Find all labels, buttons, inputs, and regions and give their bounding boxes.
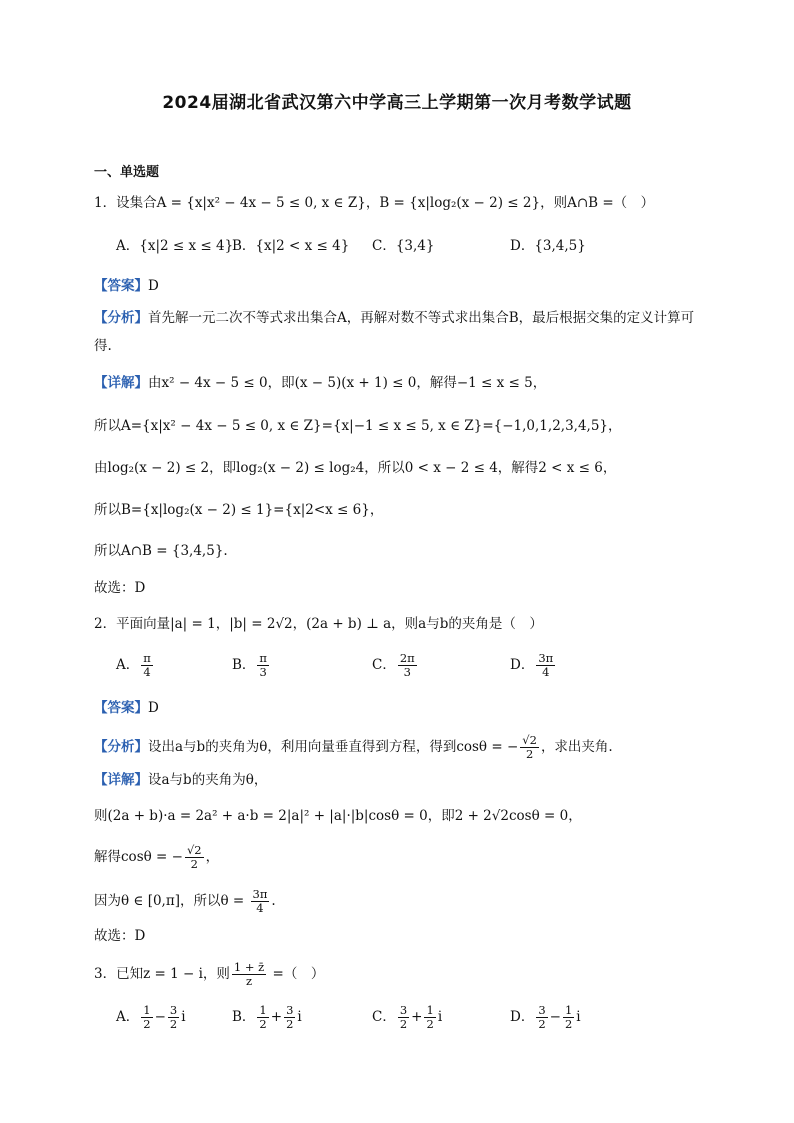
- denominator: 2: [169, 1017, 178, 1031]
- analysis-text: 首先解一元二次不等式求出集合A，再解对数不等式求出集合B，最后根据交集的定义计算可得.: [94, 310, 695, 354]
- q2-analysis: [94, 734, 700, 761]
- q2-option-d: [510, 652, 557, 679]
- numerator: π: [143, 651, 151, 665]
- numerator: 3: [538, 1003, 546, 1017]
- detail-tag: 【详解】: [94, 375, 148, 391]
- denominator: 2: [190, 857, 198, 871]
- detail-text: 设a与b的夹角为θ，: [148, 772, 268, 788]
- fraction-imag: [168, 1004, 179, 1031]
- option-letter: C．: [372, 1009, 396, 1025]
- q3-option-d: [510, 1004, 581, 1031]
- imaginary-unit: i: [437, 1009, 443, 1025]
- fraction-imag: [284, 1004, 295, 1031]
- question-1-stem: 1．设集合A = {x|x² − 4x − 5 ≤ 0, x ∈ Z}，B = {x|log₂(x − 2) ≤ 2}，则A∩B =（ ）: [94, 195, 655, 211]
- option-letter: D．: [510, 1009, 535, 1025]
- numerator: π: [259, 651, 267, 665]
- imaginary-unit: i: [297, 1009, 302, 1025]
- q3-option-b: [232, 1004, 302, 1031]
- numerator: 1: [564, 1003, 573, 1017]
- imaginary-unit: i: [576, 1009, 581, 1025]
- q2-conclusion: 故选：D: [94, 928, 146, 944]
- numerator: 2π: [399, 651, 415, 665]
- detail-tag: 【详解】: [94, 772, 148, 788]
- answer-tag: 【答案】: [94, 278, 148, 294]
- answer-value: D: [148, 278, 159, 294]
- fraction-imag: [424, 1004, 435, 1031]
- detail-text: 因为θ ∈ [0,π]，所以θ =: [94, 893, 249, 909]
- denominator: 2: [564, 1017, 573, 1031]
- numerator: √2: [522, 733, 537, 747]
- detail-fraction: [185, 844, 204, 871]
- answer-tag: 【答案】: [94, 700, 148, 716]
- denominator: 3: [259, 665, 267, 679]
- q3-option-a: [116, 1004, 186, 1031]
- denominator: 2: [525, 747, 534, 761]
- option-fraction: [141, 652, 153, 679]
- option-fraction: [257, 652, 269, 679]
- denominator: 2: [399, 1017, 408, 1031]
- question-2-stem: 2．平面向量|a| = 1，|b| = 2√2，(2a + b) ⊥ a，则a与b的夹角是（ ）: [94, 616, 543, 632]
- denominator: z: [246, 974, 253, 988]
- denominator: 4: [143, 665, 151, 679]
- numerator: 3π: [252, 887, 268, 901]
- denominator: 2: [538, 1017, 546, 1031]
- q2-answer: [94, 698, 700, 718]
- operator: −: [549, 1009, 561, 1025]
- analysis-tag: 【分析】: [94, 310, 148, 326]
- option-fraction: [398, 652, 417, 679]
- denominator: 3: [403, 665, 411, 679]
- operator: −: [154, 1009, 166, 1025]
- stem-text: 3．已知z = 1 − i，则: [94, 966, 230, 982]
- numerator: 1: [143, 1003, 151, 1017]
- detail-fraction: [251, 888, 270, 915]
- q1-option-d: D．{3,4,5}: [510, 238, 586, 254]
- option-fraction: [536, 652, 555, 679]
- operator: +: [270, 1009, 283, 1025]
- denominator: 2: [426, 1017, 434, 1031]
- analysis-text-end: ，求出夹角.: [540, 739, 613, 755]
- q1-option-c: C．{3,4}: [372, 238, 435, 254]
- fraction-imag: [563, 1004, 574, 1031]
- q2-option-a: [116, 652, 155, 679]
- stem-text-end: =（ ）: [268, 966, 325, 982]
- q3-option-c: [372, 1004, 442, 1031]
- page-title: 2024届湖北省武汉第六中学高三上学期第一次月考数学试题: [162, 93, 632, 113]
- option-letter: B．: [232, 657, 256, 673]
- denominator: 2: [259, 1017, 267, 1031]
- option-letter: D．: [510, 657, 535, 673]
- imaginary-unit: i: [181, 1009, 186, 1025]
- q2-option-c: [372, 652, 419, 679]
- operator: +: [411, 1009, 423, 1025]
- numerator: 3: [286, 1003, 294, 1017]
- denominator: 4: [542, 665, 550, 679]
- q2-detail-line-2: 则(2a + b)·a = 2a² + a·b = 2|a|² + |a|·|b|cosθ = 0，即2 + 2√2cosθ = 0，: [94, 808, 582, 824]
- numerator: 3: [399, 1003, 408, 1017]
- numerator: √2: [186, 843, 202, 857]
- q1-detail-line-5: 所以A∩B = {3,4,5}.: [94, 543, 228, 559]
- fraction-real: [536, 1004, 547, 1031]
- q1-conclusion: 故选：D: [94, 580, 146, 596]
- question-3-stem: [94, 961, 700, 988]
- q1-detail-line-4: 所以B={x|log₂(x − 2) ≤ 1}={x|2<x ≤ 6}，: [94, 502, 384, 518]
- section-heading: 一、单选题: [94, 165, 160, 180]
- detail-text-end: .: [271, 893, 276, 909]
- detail-text: 由x² − 4x − 5 ≤ 0，即(x − 5)(x + 1) ≤ 0，解得−1 ≤ x ≤ 5，: [148, 375, 547, 391]
- denominator: 2: [286, 1017, 294, 1031]
- numerator: 1: [426, 1003, 434, 1017]
- q2-detail-line-1: [94, 770, 700, 790]
- q1-detail-line-1: [94, 373, 700, 393]
- numerator: 3π: [538, 651, 554, 665]
- denominator: 4: [256, 901, 264, 915]
- analysis-tag: 【分析】: [94, 739, 148, 755]
- stem-fraction: [232, 961, 266, 988]
- q1-analysis: [94, 304, 700, 360]
- q1-detail-line-2: 所以A={x|x² − 4x − 5 ≤ 0, x ∈ Z}={x|−1 ≤ x ≤ 5, x ∈ Z}={−1,0,1,2,3,4,5}，: [94, 418, 622, 434]
- option-letter: A．: [116, 657, 140, 673]
- q2-detail-line-4: [94, 888, 700, 915]
- q1-answer: [94, 276, 700, 296]
- numerator: 3: [169, 1003, 178, 1017]
- fraction-real: [141, 1004, 152, 1031]
- answer-value: D: [148, 700, 159, 716]
- fraction-real: [257, 1004, 268, 1031]
- detail-text: 解得cosθ = −: [94, 849, 183, 865]
- q1-option-a: A．{x|2 ≤ x ≤ 4}: [116, 238, 234, 254]
- q2-detail-line-3: [94, 844, 700, 871]
- option-letter: B．: [232, 1009, 256, 1025]
- fraction-real: [398, 1004, 409, 1031]
- analysis-fraction: [520, 734, 539, 761]
- q1-detail-line-3: 由log₂(x − 2) ≤ 2，即log₂(x − 2) ≤ log₂4，所以0 < x − 2 ≤ 4，解得2 < x ≤ 6，: [94, 460, 617, 476]
- numerator: 1: [259, 1003, 267, 1017]
- q1-option-b: B．{x|2 < x ≤ 4}: [232, 238, 350, 254]
- option-letter: C．: [372, 657, 396, 673]
- option-letter: A．: [116, 1009, 140, 1025]
- numerator: 1 + z̄: [233, 960, 265, 974]
- q2-option-b: [232, 652, 271, 679]
- analysis-text: 设出a与b的夹角为θ，利用向量垂直得到方程，得到cosθ = −: [148, 739, 519, 755]
- denominator: 2: [143, 1017, 151, 1031]
- detail-text-end: ，: [205, 849, 220, 865]
